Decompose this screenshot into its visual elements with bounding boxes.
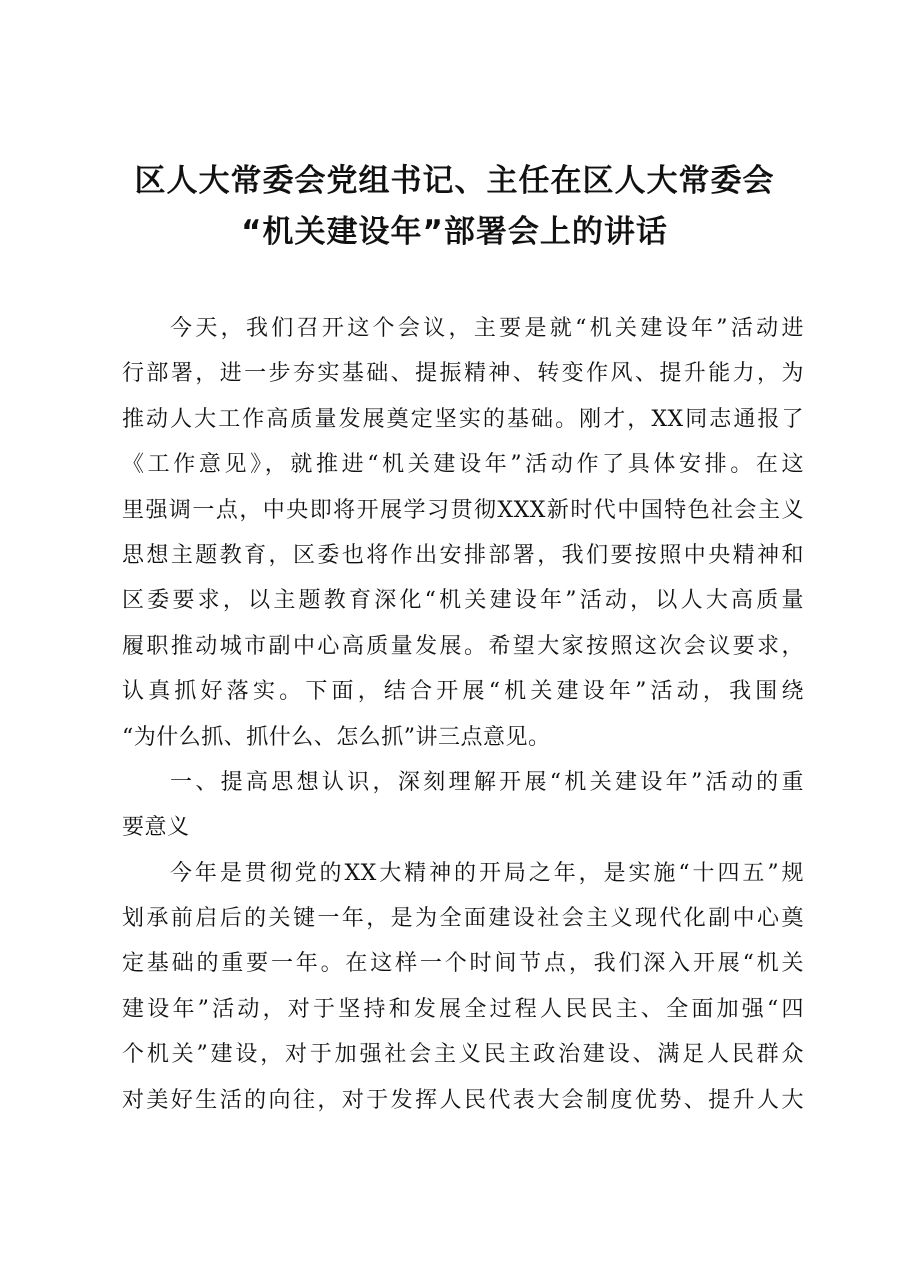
text-line: 要意义: [122, 815, 190, 841]
text-line: 《工作意见》，就推进“机关建设年”活动作了具体安排。在这: [122, 452, 804, 478]
paragraph-intro: [122, 306, 804, 760]
text-line: 定基础的重要一年。在这样一个时间节点，我们深入开展“机关: [122, 951, 804, 977]
text-line: 一、提高思想认识，深刻理解开展“机关建设年”活动的重: [170, 769, 804, 795]
text-line: 里强调一点，中央即将开展学习贯彻XXX新时代中国特色社会主义: [122, 497, 804, 523]
paragraph-significance: [122, 851, 804, 1123]
text-line: 今年是贯彻党的XX大精神的开局之年，是实施“十四五”规: [170, 860, 804, 886]
document-title: [60, 156, 849, 258]
text-line: 推动人大工作高质量发展奠定坚实的基础。刚才，XX同志通报了: [122, 406, 804, 432]
text-line: “为什么抓、抓什么、怎么抓”讲三点意见。: [122, 724, 551, 750]
section-heading-1: [122, 760, 804, 851]
text-line: 今天，我们召开这个会议，主要是就“机关建设年”活动进: [170, 316, 804, 341]
text-line: 行部署，进一步夯实基础、提振精神、转变作风、提升能力，为: [122, 361, 804, 387]
text-line: 思想主题教育，区委也将作出安排部署，我们要按照中央精神和: [122, 542, 804, 568]
document-body: [122, 306, 804, 1123]
text-line: 履职推动城市副中心高质量发展。希望大家按照这次会议要求，: [122, 633, 804, 659]
text-line: 建设年”活动，对于坚持和发展全过程人民民主、全面加强“四: [122, 996, 804, 1022]
text-line: 划承前启后的关键一年，是为全面建设社会主义现代化副中心奠: [122, 906, 804, 932]
text-line: 区委要求，以主题教育深化“机关建设年”活动，以人大高质量: [122, 588, 804, 614]
text-line: 个机关”建设，对于加强社会主义民主政治建设、满足人民群众: [122, 1042, 804, 1068]
title-line: 区人大常委会党组书记、主任在区人大常委会: [134, 163, 775, 199]
text-line: 对美好生活的向往，对于发挥人民代表大会制度优势、提升人大: [122, 1087, 804, 1113]
title-line: “机关建设年”部署会上的讲话: [241, 214, 668, 250]
text-line: 认真抓好落实。下面，结合开展“机关建设年”活动，我围绕: [122, 679, 804, 705]
